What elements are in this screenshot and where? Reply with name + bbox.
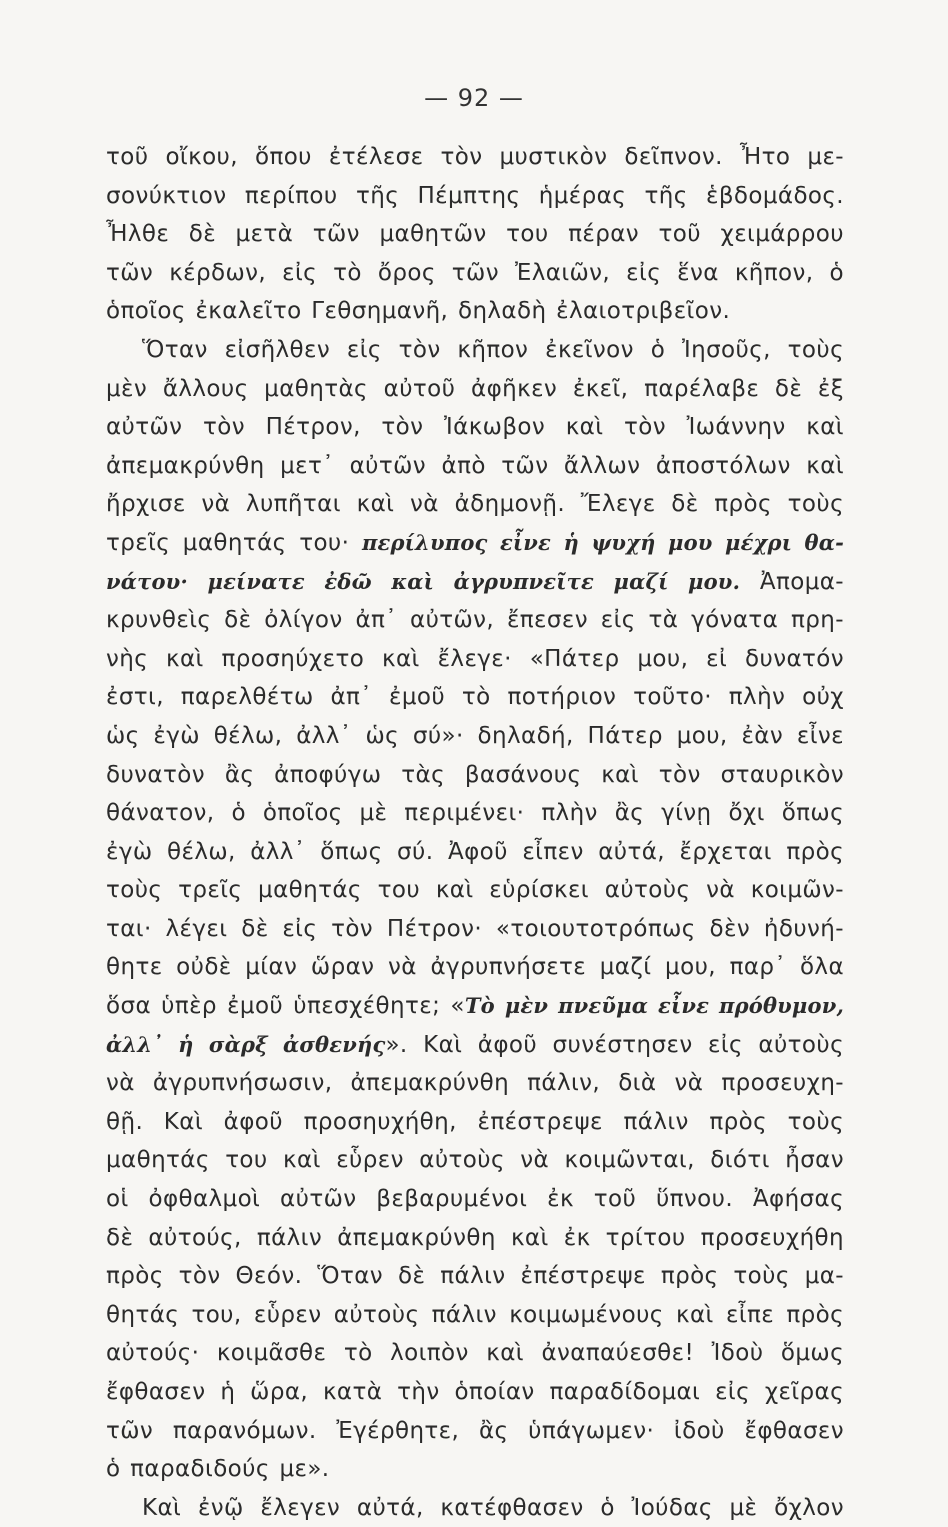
text-line (106, 254, 844, 293)
text-line (106, 987, 844, 1026)
text-line (106, 1026, 844, 1065)
text-line (106, 370, 844, 409)
text-segment: τρεῖς μαθητάς του· (106, 529, 362, 556)
text-segment: κρυνθεὶς δὲ ὀλίγον ἀπ᾽ αὐτῶν, ἔπεσεν εἰς τὰ γόνατα πρη- (106, 607, 844, 634)
text-segment: μαθητάς του καὶ εὗρεν αὐτοὺς νὰ κοιμῶνται, διότι ἦσαν (106, 1147, 844, 1174)
text-line (106, 485, 844, 524)
text-segment: δυνατὸν ἂς ἀποφύγω τὰς βασάνους καὶ τὸν σταυρικὸν (106, 761, 844, 788)
text-line (106, 833, 844, 872)
text-segment: ὁ παραδιδούς με». (106, 1456, 330, 1483)
text-segment: ἤρχισε νὰ λυπῆται καὶ νὰ ἀδημονῇ. Ἔλεγε δὲ πρὸς τοὺς (106, 491, 844, 518)
text-segment: Καὶ ἐνῷ ἔλεγεν αὐτά, κατέφθασεν ὁ Ἰούδας μὲ ὄχλον (142, 1494, 844, 1521)
text-line (106, 408, 844, 447)
text-segment: δὲ αὐτούς, πάλιν ἀπεμακρύνθη καὶ ἐκ τρίτου προσευχήθη (106, 1224, 844, 1251)
text-segment: σονύκτιον περίπου τῆς Πέμπτης ἡμέρας τῆς ἑβδομάδος. (106, 182, 844, 209)
text-line (106, 1219, 844, 1258)
text-segment: ἐστι, παρελθέτω ἀπ᾽ ἐμοῦ τὸ ποτήριον τοῦτο· πλὴν οὐχ (106, 684, 844, 711)
text-line (106, 447, 844, 486)
text-segment: αὐτῶν τὸν Πέτρον, τὸν Ἰάκωβον καὶ τὸν Ἰωάννην καὶ (106, 414, 844, 441)
text-line (106, 1373, 844, 1412)
text-line (106, 177, 844, 216)
text-line (106, 331, 844, 370)
text-segment: ται· λέγει δὲ εἰς τὸν Πέτρον· «τοιουτοτρόπως δὲν ἠδυνή- (106, 915, 844, 942)
text-line (106, 640, 844, 679)
italic-text-segment: νάτου· μείνατε ἐδῶ καὶ ἀγρυπνεῖτε μαζί μου. (106, 568, 741, 594)
text-segment: Ἦλθε δὲ μετὰ τῶν μαθητῶν του πέραν τοῦ χειμάρρου (106, 221, 844, 248)
text-line (106, 756, 844, 795)
text-segment: οἱ ὀφθαλμοὶ αὐτῶν βεβαρυμένοι ἐκ τοῦ ὕπνου. Ἀφήσας (106, 1186, 844, 1213)
text-segment: ὁποῖος ἐκαλεῖτο Γεθσημανῆ, δηλαδὴ ἐλαιοτριβεῖον. (106, 298, 731, 325)
text-segment: ». Καὶ ἀφοῦ συνέστησεν εἰς αὐτοὺς (385, 1031, 845, 1058)
text-segment: τοὺς τρεῖς μαθητάς του καὶ εὑρίσκει αὐτοὺς νὰ κοιμῶν- (106, 877, 844, 904)
text-line (106, 1412, 844, 1451)
text-segment: μὲν ἄλλους μαθητὰς αὐτοῦ ἀφῆκεν ἐκεῖ, παρέλαβε δὲ ἐξ (106, 375, 844, 402)
text-line (106, 601, 844, 640)
text-segment: Ἀπομα- (740, 568, 845, 595)
text-segment: νὴς καὶ προσηύχετο καὶ ἔλεγε· «Πάτερ μου, εἰ δυνατόν (106, 645, 844, 672)
text-line (106, 871, 844, 910)
text-segment: ὅσα ὑπὲρ ἐμοῦ ὑπεσχέθητε; « (106, 993, 465, 1020)
text-segment: ἔφθασεν ἡ ὥρα, κατὰ τὴν ὁποίαν παραδίδομαι εἰς χεῖρας (106, 1379, 844, 1405)
text-line (106, 794, 844, 833)
italic-text-segment: Τὸ μὲν πνεῦμα εἶνε πρόθυμον, (464, 993, 844, 1019)
text-segment: θητάς του, εὗρεν αὐτοὺς πάλιν κοιμωμένους καὶ εἶπε πρὸς (106, 1301, 844, 1328)
text-segment: τῶν κέρδων, εἰς τὸ ὄρος τῶν Ἐλαιῶν, εἰς ἕνα κῆπον, ὁ (106, 259, 844, 286)
text-line (106, 1489, 844, 1527)
italic-text-segment: περίλυπος εἶνε ἡ ψυχή μου μέχρι θα- (361, 529, 845, 555)
text-line (106, 1450, 844, 1489)
text-segment: θῇ. Καὶ ἀφοῦ προσηυχήθη, ἐπέστρεψε πάλιν πρὸς τοὺς (106, 1108, 844, 1135)
text-line (106, 717, 844, 756)
text-line (106, 138, 844, 177)
text-line (106, 678, 844, 717)
page-number: — 92 — (424, 84, 524, 112)
text-segment: ἀπεμακρύνθη μετ᾽ αὐτῶν ἀπὸ τῶν ἄλλων ἀποστόλων καὶ (106, 452, 844, 479)
text-segment: πρὸς τὸν Θεόν. Ὅταν δὲ πάλιν ἐπέστρεψε πρὸς τοὺς μα- (106, 1263, 844, 1290)
text-line (106, 948, 844, 987)
text-segment: νὰ ἀγρυπνήσωσιν, ἀπεμακρύνθη πάλιν, διὰ νὰ προσευχη- (106, 1070, 844, 1097)
text-segment: αὐτούς· κοιμᾶσθε τὸ λοιπὸν καὶ ἀναπαύεσθε! Ἰδοὺ ὅμως (106, 1340, 844, 1367)
text-segment: Ὅταν εἰσῆλθεν εἰς τὸν κῆπον ἐκεῖνον ὁ Ἰησοῦς, τοὺς (142, 336, 844, 363)
text-segment: ἐγὼ θέλω, ἀλλ᾽ ὅπως σύ. Ἀφοῦ εἶπεν αὐτά, ἔρχεται πρὸς (106, 838, 844, 865)
text-line (106, 292, 844, 331)
text-segment: τοῦ οἴκου, ὅπου ἐτέλεσε τὸν μυστικὸν δεῖπνον. Ἦτο με- (106, 144, 844, 170)
text-segment: ὡς ἐγὼ θέλω, ἀλλ᾽ ὡς σύ»· δηλαδή, Πάτερ μου, ἐὰν εἶνε (106, 722, 844, 749)
text-line (106, 1334, 844, 1373)
text-segment: τῶν παρανόμων. Ἐγέρθητε, ἂς ὑπάγωμεν· ἰδοὺ ἔφθασεν (106, 1417, 844, 1444)
text-line (106, 910, 844, 949)
text-segment: θητε οὐδὲ μίαν ὥραν νὰ ἀγρυπνήσετε μαζί μου, παρ᾽ ὅλα (106, 954, 844, 981)
text-line (106, 215, 844, 254)
text-line (106, 1180, 844, 1219)
text-line (106, 524, 844, 563)
text-line (106, 1064, 844, 1103)
body-text (106, 138, 844, 1527)
text-segment: θάνατον, ὁ ὁποῖος μὲ περιμένει· πλὴν ἂς γίνῃ ὄχι ὅπως (106, 800, 844, 827)
text-line (106, 1296, 844, 1335)
text-line (106, 1141, 844, 1180)
text-line (106, 1257, 844, 1296)
text-line (106, 1103, 844, 1142)
italic-text-segment: ἀλλ᾽ ἡ σὰρξ ἀσθενής (106, 1031, 386, 1057)
text-line (106, 563, 844, 602)
